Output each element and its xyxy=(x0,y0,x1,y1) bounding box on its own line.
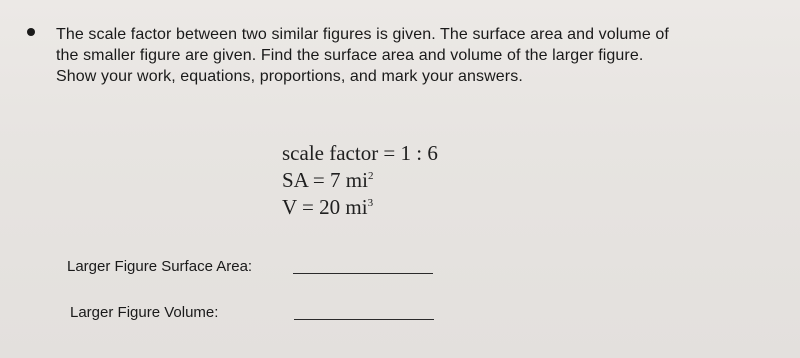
volume-answer-blank[interactable] xyxy=(294,319,434,320)
surface-area-text: SA = 7 mi xyxy=(282,168,368,192)
volume-exponent: 3 xyxy=(367,197,374,209)
surface-area-answer-label: Larger Figure Surface Area: xyxy=(67,258,253,275)
surface-area-given xyxy=(282,167,438,194)
problem-instructions xyxy=(56,24,776,87)
instruction-line: The scale factor between two similar figures is given. The surface area and volume of xyxy=(56,26,669,43)
volume-answer-row xyxy=(0,302,800,326)
volume-answer-label: Larger Figure Volume: xyxy=(70,304,219,321)
instruction-line: the smaller figure are given. Find the surface area and volume of the larger figure. xyxy=(56,47,644,64)
surface-area-exponent: 2 xyxy=(367,170,374,182)
given-values xyxy=(282,140,438,221)
instruction-line: Show your work, equations, proportions, and mark your answers. xyxy=(56,68,523,85)
volume-given xyxy=(282,194,438,221)
volume-text: V = 20 mi xyxy=(282,195,368,219)
scale-factor-text: scale factor = 1 : 6 xyxy=(282,141,438,165)
surface-area-answer-blank[interactable] xyxy=(293,273,433,274)
bullet-point xyxy=(27,28,35,36)
surface-area-answer-row xyxy=(0,256,800,280)
